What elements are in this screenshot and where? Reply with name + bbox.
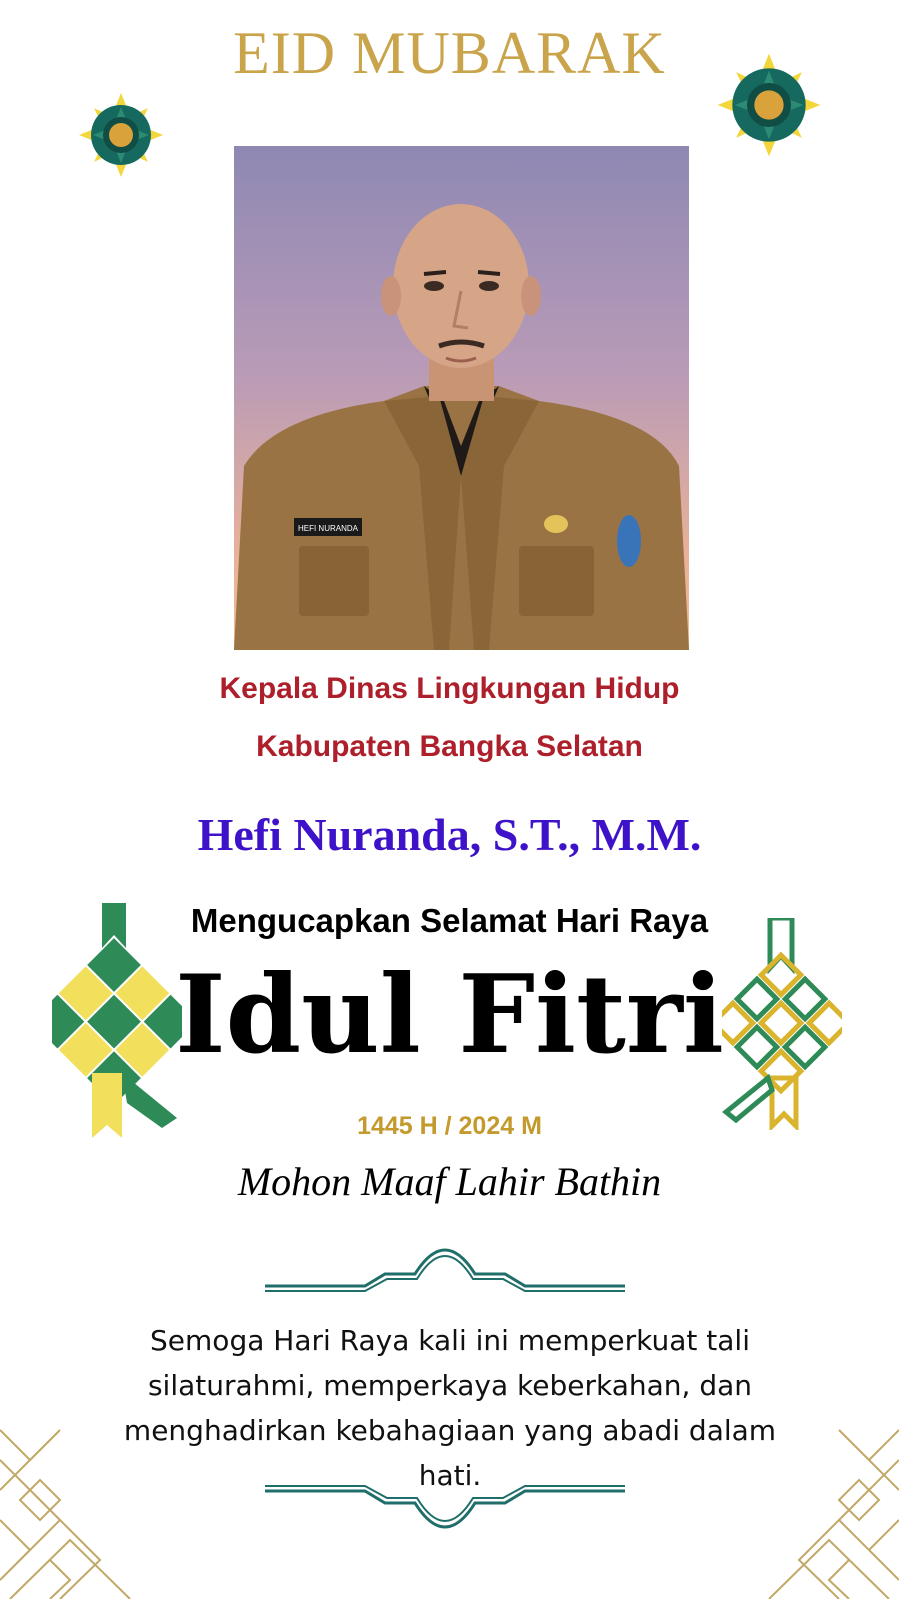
person-portrait-icon bbox=[234, 146, 689, 650]
apology-text: Mohon Maaf Lahir Bathin bbox=[237, 1159, 662, 1204]
portrait-photo bbox=[234, 146, 689, 650]
geometric-corner-icon-right bbox=[759, 1420, 899, 1599]
person-name: Hefi Nuranda, S.T., M.M. bbox=[197, 809, 702, 860]
message-text: Semoga Hari Raya kali ini memperkuat tali silaturahmi, memperkaya keberkahan, dan menghadirkan kebahagiaan yang abadi dalam hati. bbox=[123, 1324, 777, 1492]
divider-ornament-icon-bottom bbox=[265, 1483, 625, 1531]
year-text: 1445 H / 2024 M bbox=[357, 1112, 542, 1140]
greeting-text: Mengucapkan Selamat Hari Raya bbox=[190, 902, 709, 939]
department-line-2: Kabupaten Bangka Selatan bbox=[256, 730, 643, 763]
geometric-corner-icon-left bbox=[0, 1420, 140, 1599]
flower-ornament-icon-left bbox=[76, 90, 166, 180]
eid-mubarak-heading: EID MUBARAK bbox=[233, 20, 666, 86]
name-tag-text: HEFI NURANDA bbox=[297, 524, 359, 533]
department-line-1: Kepala Dinas Lingkungan Hidup bbox=[219, 672, 680, 705]
divider-ornament-icon-top bbox=[265, 1246, 625, 1294]
flower-ornament-icon-right bbox=[714, 50, 824, 160]
holiday-title: Idul Fitri bbox=[175, 952, 724, 1078]
